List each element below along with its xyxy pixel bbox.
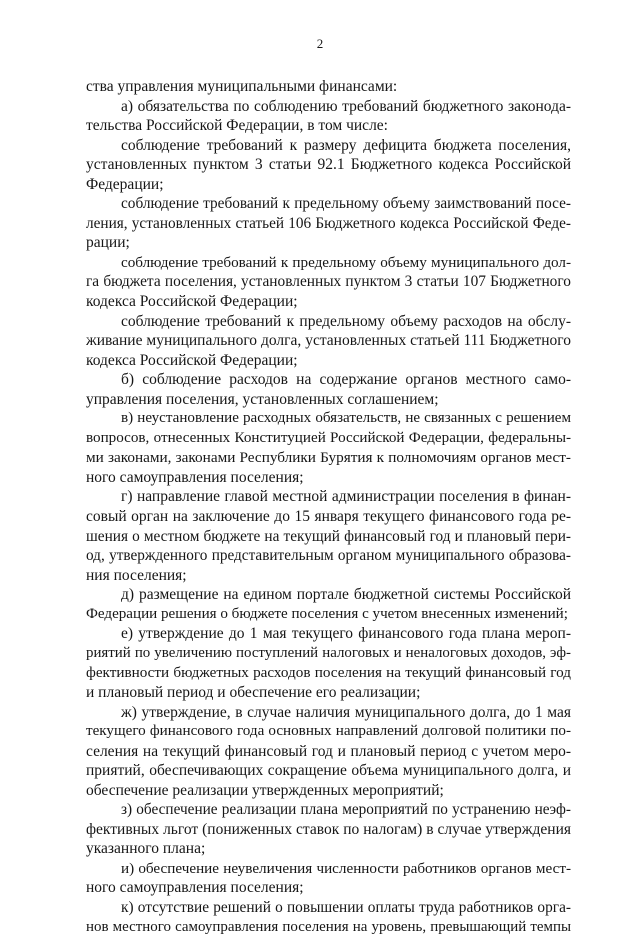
text-line: г) направление главой местной администрации поселения в финан- bbox=[121, 488, 571, 506]
text-line: ми законами, законами Республики Бурятия к полномочиям органов мест- bbox=[86, 449, 571, 467]
text-line: соблюдение требований к размеру дефицита бюджета поселения, bbox=[121, 136, 571, 154]
text-line: фективности бюджетных расходов поселения на текущий финансовый год bbox=[86, 664, 571, 682]
text-line: ного самоуправления поселения; bbox=[86, 468, 304, 486]
text-line: к) отсутствие решений о повышении оплаты труда работников орга- bbox=[121, 898, 571, 916]
text-line: соблюдение требований к предельному объему заимствований посе- bbox=[121, 195, 571, 213]
text-line: Федерации решения о бюджете поселения с учетом внесенных изменений; bbox=[86, 605, 568, 622]
text-line: ства управления муниципальными финансами: bbox=[86, 78, 398, 95]
text-line: нов местного самоуправления поселения на уровень, превышающий темпы bbox=[86, 918, 571, 935]
text-line: кодекса Российской Федерации; bbox=[86, 293, 298, 311]
text-line: д) размещение на едином портале бюджетной системы Российской bbox=[121, 586, 571, 604]
text-line: риятий по увеличению поступлений налоговых и неналоговых доходов, эф- bbox=[86, 644, 571, 661]
text-line: и) обеспечение неувеличения численности работников органов мест- bbox=[121, 859, 571, 877]
text-line: установленных пунктом 3 статьи 92.1 Бюджетного кодекса Российской bbox=[86, 156, 571, 174]
text-line: управления поселения, установленных соглашением; bbox=[86, 390, 439, 408]
text-line: фективных льгот (пониженных ставок по налогам) в случае утверждения bbox=[86, 820, 571, 838]
text-line: б) соблюдение расходов на содержание органов местного само- bbox=[121, 371, 571, 389]
text-line: тельства Российской Федерации, в том числе: bbox=[86, 117, 388, 135]
text-line: га бюджета поселения, установленных пунктом 3 статьи 107 Бюджетного bbox=[86, 273, 571, 291]
document-body bbox=[86, 77, 571, 937]
text-line: в) неустановление расходных обязательств, не связанных с решением bbox=[121, 410, 571, 427]
text-line: и плановый период и обеспечение его реализации; bbox=[86, 683, 421, 701]
text-line: указанного плана; bbox=[86, 840, 206, 858]
text-line: е) утверждение до 1 мая текущего финансового года плана мероп- bbox=[121, 625, 571, 643]
text-line: а) обязательства по соблюдению требований бюджетного законода- bbox=[121, 97, 571, 115]
text-line: ного самоуправления поселения; bbox=[86, 879, 304, 897]
text-line: совый орган на заключение до 15 января текущего финансового года ре- bbox=[86, 508, 571, 526]
text-line: з) обеспечение реализации плана мероприятий по устранению неэф- bbox=[121, 801, 571, 819]
text-line: шения о местном бюджете на текущий финансовый год и плановый пери- bbox=[86, 527, 571, 545]
text-line: од, утвержденного представительным органом муниципального образова- bbox=[86, 547, 571, 565]
text-line: вопросов, отнесенных Конституцией Российской Федерации, федеральны- bbox=[86, 429, 571, 446]
text-line: обеспечение реализации утвержденных мероприятий; bbox=[86, 781, 444, 799]
text-line: соблюдение требований к предельному объему муниципального дол- bbox=[121, 253, 571, 271]
text-line: соблюдение требований к предельному объему расходов на обслу- bbox=[121, 312, 571, 330]
text-line: рации; bbox=[86, 234, 130, 252]
text-line: Федерации; bbox=[86, 175, 164, 193]
text-line: живание муниципального долга, установленных статьей 111 Бюджетного bbox=[86, 332, 571, 350]
text-line: ж) утверждение, в случае наличия муниципального долга, до 1 мая bbox=[121, 703, 571, 721]
text-line: ния поселения; bbox=[86, 566, 187, 584]
text-line: текущего финансового года основных направлений долговой политики по- bbox=[86, 723, 571, 740]
text-line: ления, установленных статьей 106 Бюджетного кодекса Российской Феде- bbox=[86, 214, 571, 232]
text-line: селения на текущий финансовый год и плановый период с учетом меро- bbox=[86, 742, 571, 760]
text-line: кодекса Российской Федерации; bbox=[86, 351, 298, 369]
page-number: 2 bbox=[316, 36, 324, 51]
text-line: приятий, обеспечивающих сокращение объема муниципального долга, и bbox=[86, 762, 571, 780]
